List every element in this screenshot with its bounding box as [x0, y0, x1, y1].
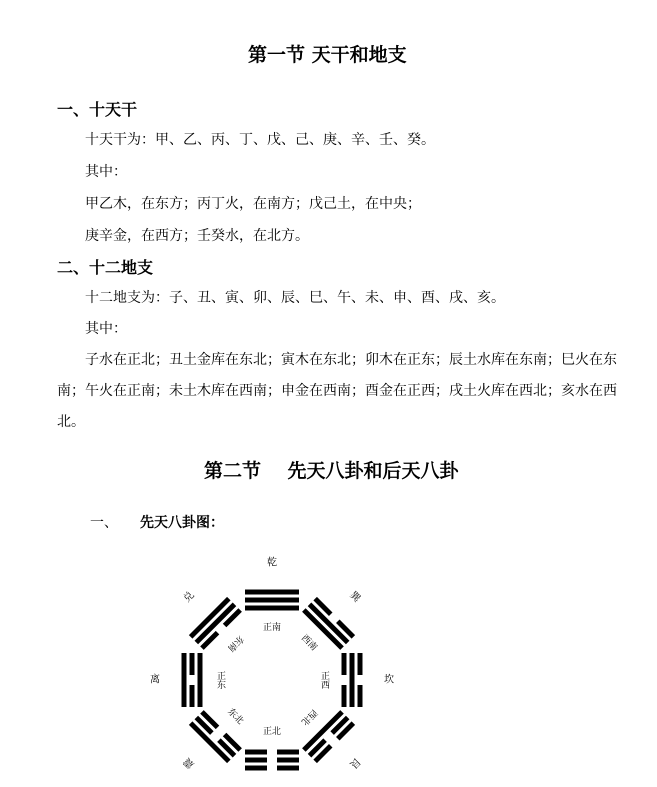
trigram-line-solid [350, 653, 355, 707]
branches-list: 十二地支为：子、丑、寅、卯、辰、巳、午、未、申、酉、戌、亥。 [85, 290, 505, 306]
trigram-1 [245, 590, 299, 611]
trigram-line-broken [358, 653, 363, 675]
trigram-position-label: 正东 [215, 671, 225, 689]
trigram-position-label: 正西 [319, 671, 329, 689]
trigram-position-label: 正南 [262, 623, 282, 633]
trigram-line-broken [245, 758, 267, 763]
trigram-name: 坎 [384, 674, 394, 686]
trigram-3 [342, 653, 363, 707]
branches-para-line-1: 子水在正北；丑土金库在东北；寅木在东北；卯木在正东；辰土水库在东南；巳火在东 [85, 352, 617, 368]
heading-ten-stems: 一、十天干 [57, 100, 138, 119]
trigram-name: 震 [181, 755, 197, 771]
trigram-7 [182, 653, 203, 707]
section2-sub-number: 一、 [90, 515, 118, 531]
heading-twelve-branches: 二、十二地支 [57, 258, 154, 277]
trigram-line-broken [277, 766, 299, 771]
trigram-line-broken [245, 750, 267, 755]
section2-title: 第二节 先天八卦和后天八卦 [204, 460, 459, 482]
trigram-5 [245, 750, 299, 771]
trigram-line-broken [277, 758, 299, 763]
trigram-name: 乾 [267, 557, 277, 569]
stems-line-2: 庚辛金，在西方；壬癸水，在北方。 [85, 228, 309, 244]
trigram-name: 艮 [347, 755, 363, 771]
trigram-line-broken [342, 653, 347, 675]
trigram-name: 离 [150, 674, 160, 686]
trigram-line-broken [358, 685, 363, 707]
trigram-position-label: 正北 [262, 727, 282, 737]
trigram-position-label: 西南 [298, 633, 319, 654]
trigram-line-solid [182, 653, 187, 707]
trigram-line-solid [245, 598, 299, 603]
stems-line-1: 甲乙木，在东方；丙丁火，在南方；戊己土，在中央； [85, 196, 421, 212]
trigram-position-label: 东南 [225, 633, 246, 654]
trigram-line-solid [198, 653, 203, 707]
branches-qizhong: 其中： [85, 321, 127, 337]
trigram-line-broken [342, 685, 347, 707]
trigram-line-broken [190, 685, 195, 707]
branches-para-line-3: 北。 [57, 414, 85, 430]
trigram-name: 兑 [181, 589, 197, 605]
trigram-line-solid [245, 606, 299, 611]
section2-sub-title: 先天八卦图： [140, 515, 224, 531]
stems-qizhong: 其中： [85, 164, 127, 180]
trigram-line-broken [245, 766, 267, 771]
section1-title: 第一节 天干和地支 [248, 44, 407, 66]
branches-para-line-2: 南；午火在正南；未土木库在西南；申金在西南；酉金在正西；戌土火库在西北；亥水在西 [57, 383, 617, 399]
trigram-position-label: 西北 [298, 706, 319, 727]
trigram-position-label: 东北 [225, 706, 246, 727]
trigram-name: 巽 [347, 589, 363, 605]
stems-list: 十天干为：甲、乙、丙、丁、戊、己、庚、辛、壬、癸。 [85, 132, 435, 148]
trigram-line-broken [190, 653, 195, 675]
trigram-line-solid [245, 590, 299, 595]
xiantian-bagua-diagram [140, 548, 400, 787]
trigram-line-broken [277, 750, 299, 755]
